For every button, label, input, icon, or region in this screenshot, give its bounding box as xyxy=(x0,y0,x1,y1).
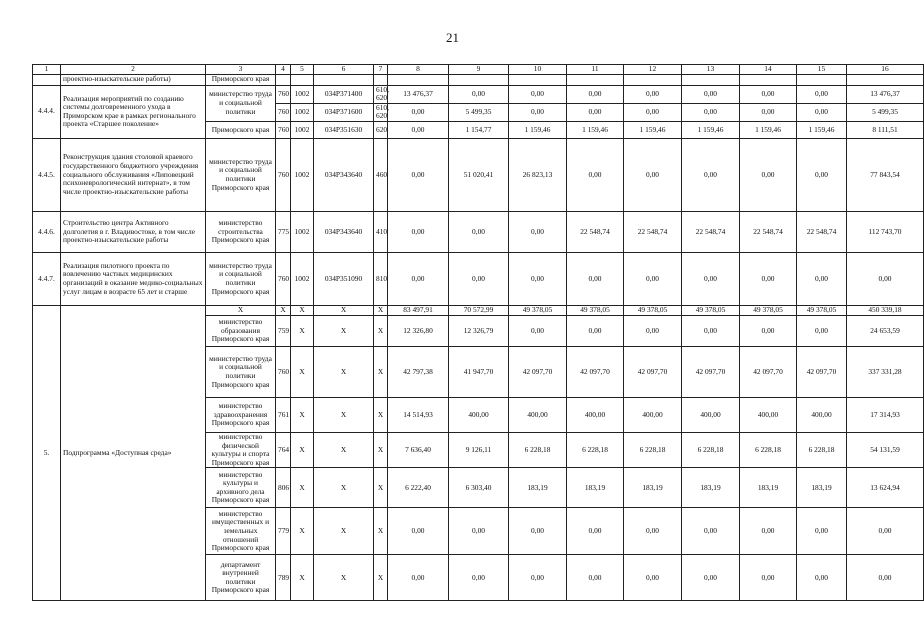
value-cell: 0,00 xyxy=(388,555,449,601)
value-cell: 0,00 xyxy=(847,508,924,555)
row-name: Реализация мероприятий по созданию системы долговременного ухода в Приморском крае в рамках регионального проекта «Старшее поколение» xyxy=(61,85,206,138)
value-cell: 22 548,74 xyxy=(797,211,847,252)
value-cell: 1 159,46 xyxy=(509,121,567,138)
value-cell: 400,00 xyxy=(797,397,847,432)
row-code: 4.4.6. xyxy=(33,211,61,252)
value-cell: Х xyxy=(291,305,314,315)
value-cell: Х xyxy=(314,555,374,601)
value-cell: 6 228,18 xyxy=(682,432,740,467)
value-cell: 034Р343640 xyxy=(314,211,374,252)
value-cell: 759 xyxy=(276,315,291,346)
value-cell: 5 499,35 xyxy=(449,103,509,121)
row-name: Строительство центра Активного долголетия в г. Владивостоке, в том числе проектно-изыскательские работы xyxy=(61,211,206,252)
value-cell: 1002 xyxy=(291,211,314,252)
table-row xyxy=(33,138,924,211)
value-cell: 0,00 xyxy=(567,315,624,346)
value-cell: 400,00 xyxy=(682,397,740,432)
value-cell: 51 020,41 xyxy=(449,138,509,211)
value-cell: 70 572,99 xyxy=(449,305,509,315)
table-row xyxy=(33,74,924,85)
value-cell: 764 xyxy=(276,432,291,467)
value-cell: 0,00 xyxy=(567,85,624,103)
value-cell: 6 228,18 xyxy=(740,432,797,467)
value-cell: 760 xyxy=(276,138,291,211)
table-row xyxy=(33,211,924,252)
column-header: 15 xyxy=(797,65,847,75)
value-cell: Х xyxy=(291,508,314,555)
value-cell: 0,00 xyxy=(682,508,740,555)
value-cell: 0,00 xyxy=(624,103,682,121)
value-cell: 49 378,05 xyxy=(509,305,567,315)
value-cell: 0,00 xyxy=(740,555,797,601)
value-cell: 6 228,18 xyxy=(509,432,567,467)
column-header: 9 xyxy=(449,65,509,75)
value-cell: 183,19 xyxy=(740,468,797,508)
value-cell: 8 111,51 xyxy=(847,121,924,138)
value-cell: 1 159,46 xyxy=(624,121,682,138)
value-cell: Х xyxy=(291,315,314,346)
value-cell: 1002 xyxy=(291,103,314,121)
value-cell: 0,00 xyxy=(624,315,682,346)
value-cell: 49 378,05 xyxy=(797,305,847,315)
value-cell: 13 476,37 xyxy=(388,85,449,103)
value-cell: 1 159,46 xyxy=(682,121,740,138)
value-cell: 183,19 xyxy=(509,468,567,508)
value-cell xyxy=(388,74,449,85)
row-name: Реализация пилотного проекта по вовлечению частных медицинских организаций в оказание медико-социальных услуг лицам в возрасте 65 лет и старше xyxy=(61,252,206,305)
value-cell xyxy=(314,74,374,85)
value-cell: 6 303,40 xyxy=(449,468,509,508)
value-cell: 42 097,70 xyxy=(682,346,740,397)
value-cell: 0,00 xyxy=(509,85,567,103)
value-cell: Х xyxy=(314,305,374,315)
value-cell: 0,00 xyxy=(682,315,740,346)
value-cell: 0,00 xyxy=(567,508,624,555)
value-cell: 0,00 xyxy=(847,252,924,305)
value-cell: 0,00 xyxy=(847,555,924,601)
value-cell: 0,00 xyxy=(797,555,847,601)
value-cell: Х xyxy=(374,305,388,315)
value-cell: 1002 xyxy=(291,121,314,138)
value-cell: 0,00 xyxy=(449,252,509,305)
value-cell: 1 159,46 xyxy=(797,121,847,138)
value-cell: 0,00 xyxy=(567,138,624,211)
value-cell: 17 314,93 xyxy=(847,397,924,432)
value-cell: 0,00 xyxy=(509,103,567,121)
value-cell: 0,00 xyxy=(449,85,509,103)
page-number: 21 xyxy=(446,30,459,45)
value-cell: 0,00 xyxy=(624,252,682,305)
row-agency: министерство имущественных и земельных отношений Приморского края xyxy=(206,508,276,555)
value-cell: 789 xyxy=(276,555,291,601)
value-cell: 42 097,70 xyxy=(567,346,624,397)
value-cell: 0,00 xyxy=(797,138,847,211)
value-cell: 760 xyxy=(276,103,291,121)
value-cell: 12 326,80 xyxy=(388,315,449,346)
value-cell: 450 339,18 xyxy=(847,305,924,315)
value-cell: 0,00 xyxy=(509,508,567,555)
value-cell: 1 154,77 xyxy=(449,121,509,138)
value-cell: 760 xyxy=(276,121,291,138)
value-cell: Х xyxy=(291,468,314,508)
value-cell: Х xyxy=(276,305,291,315)
row-agency: министерство физической культуры и спорта Приморского края xyxy=(206,432,276,467)
value-cell: 0,00 xyxy=(740,103,797,121)
value-cell: 6 222,40 xyxy=(388,468,449,508)
value-cell: 760 xyxy=(276,346,291,397)
value-cell: 0,00 xyxy=(740,508,797,555)
row-code: 4.4.4. xyxy=(33,85,61,138)
row-agency: министерство культуры и архивного дела Приморского края xyxy=(206,468,276,508)
row-code: 4.4.5. xyxy=(33,138,61,211)
value-cell: Х xyxy=(374,315,388,346)
value-cell: 610, 620 xyxy=(374,103,388,121)
value-cell: 6 228,18 xyxy=(624,432,682,467)
value-cell: 49 378,05 xyxy=(682,305,740,315)
row-agency: министерство труда и социальной политики xyxy=(206,85,276,121)
value-cell: 13 476,37 xyxy=(847,85,924,103)
value-cell: 22 548,74 xyxy=(567,211,624,252)
value-cell: 22 548,74 xyxy=(682,211,740,252)
value-cell: 034Р343640 xyxy=(314,138,374,211)
value-cell: 9 126,11 xyxy=(449,432,509,467)
value-cell xyxy=(509,74,567,85)
row-code: 4.4.7. xyxy=(33,252,61,305)
value-cell: 0,00 xyxy=(740,315,797,346)
value-cell xyxy=(567,74,624,85)
column-header: 10 xyxy=(509,65,567,75)
value-cell: 0,00 xyxy=(682,103,740,121)
value-cell: 0,00 xyxy=(797,315,847,346)
value-cell: Х xyxy=(314,468,374,508)
row-agency: министерство труда и социальной политики Приморского края xyxy=(206,138,276,211)
value-cell: 0,00 xyxy=(388,121,449,138)
value-cell xyxy=(276,74,291,85)
value-cell: 1 159,46 xyxy=(567,121,624,138)
column-header: 7 xyxy=(374,65,388,75)
value-cell: Х xyxy=(374,555,388,601)
table-row xyxy=(33,252,924,305)
value-cell: 0,00 xyxy=(567,555,624,601)
value-cell: Х xyxy=(374,508,388,555)
value-cell: Х xyxy=(374,397,388,432)
value-cell: 26 823,13 xyxy=(509,138,567,211)
value-cell: Х xyxy=(374,432,388,467)
value-cell: 0,00 xyxy=(509,315,567,346)
value-cell: 0,00 xyxy=(797,85,847,103)
value-cell: 54 131,59 xyxy=(847,432,924,467)
column-header: 11 xyxy=(567,65,624,75)
value-cell: 0,00 xyxy=(388,211,449,252)
value-cell: 24 653,59 xyxy=(847,315,924,346)
row-agency: министерство образования Приморского края xyxy=(206,315,276,346)
value-cell: 410 xyxy=(374,211,388,252)
value-cell: 806 xyxy=(276,468,291,508)
value-cell: 13 624,94 xyxy=(847,468,924,508)
column-header: 13 xyxy=(682,65,740,75)
column-header: 1 xyxy=(33,65,61,75)
value-cell xyxy=(797,74,847,85)
subprogram-code: 5. xyxy=(33,305,61,600)
row-agency: Приморского края xyxy=(206,121,276,138)
column-header: 8 xyxy=(388,65,449,75)
value-cell: Х xyxy=(291,555,314,601)
row-agency: Х xyxy=(206,305,276,315)
value-cell: 0,00 xyxy=(388,138,449,211)
value-cell xyxy=(374,74,388,85)
value-cell: 0,00 xyxy=(797,103,847,121)
value-cell: 0,00 xyxy=(388,252,449,305)
value-cell: 83 497,91 xyxy=(388,305,449,315)
subprogram-name: Подпрограмма «Доступная среда» xyxy=(61,305,206,600)
value-cell: 42 097,70 xyxy=(624,346,682,397)
value-cell: 034Р351630 xyxy=(314,121,374,138)
value-cell: 761 xyxy=(276,397,291,432)
value-cell: 400,00 xyxy=(509,397,567,432)
column-header: 14 xyxy=(740,65,797,75)
value-cell: 0,00 xyxy=(509,211,567,252)
value-cell: 034Р371600 xyxy=(314,103,374,121)
value-cell: 0,00 xyxy=(797,252,847,305)
value-cell: 0,00 xyxy=(682,138,740,211)
value-cell: Х xyxy=(314,508,374,555)
value-cell: 183,19 xyxy=(797,468,847,508)
column-header: 2 xyxy=(61,65,206,75)
column-header: 5 xyxy=(291,65,314,75)
column-header: 3 xyxy=(206,65,276,75)
value-cell xyxy=(847,74,924,85)
value-cell: Х xyxy=(314,397,374,432)
value-cell: 400,00 xyxy=(567,397,624,432)
value-cell: 0,00 xyxy=(624,508,682,555)
value-cell: 0,00 xyxy=(797,508,847,555)
value-cell: 0,00 xyxy=(449,555,509,601)
value-cell xyxy=(740,74,797,85)
value-cell: 400,00 xyxy=(624,397,682,432)
row-name: проектно-изыскательские работы) xyxy=(61,74,206,85)
column-header: 4 xyxy=(276,65,291,75)
value-cell: 760 xyxy=(276,252,291,305)
value-cell: 0,00 xyxy=(624,85,682,103)
value-cell: 400,00 xyxy=(740,397,797,432)
value-cell: 0,00 xyxy=(682,252,740,305)
value-cell: 0,00 xyxy=(567,252,624,305)
value-cell: 0,00 xyxy=(740,138,797,211)
value-cell: 7 636,40 xyxy=(388,432,449,467)
row-agency: департамент внутренней политики Приморского края xyxy=(206,555,276,601)
value-cell: 400,00 xyxy=(449,397,509,432)
value-cell: 034Р371400 xyxy=(314,85,374,103)
value-cell: 183,19 xyxy=(682,468,740,508)
value-cell: 034Р351090 xyxy=(314,252,374,305)
budget-table xyxy=(32,64,924,601)
value-cell: 14 514,93 xyxy=(388,397,449,432)
row-agency: министерство строительства Приморского края xyxy=(206,211,276,252)
value-cell: 620 xyxy=(374,121,388,138)
row-agency: министерство здравоохранения Приморского края xyxy=(206,397,276,432)
value-cell: 0,00 xyxy=(509,252,567,305)
value-cell: 779 xyxy=(276,508,291,555)
column-header: 12 xyxy=(624,65,682,75)
value-cell: 112 743,70 xyxy=(847,211,924,252)
value-cell: 0,00 xyxy=(740,85,797,103)
value-cell: 0,00 xyxy=(449,508,509,555)
value-cell: 0,00 xyxy=(388,103,449,121)
value-cell: 0,00 xyxy=(567,103,624,121)
value-cell xyxy=(291,74,314,85)
value-cell: 1 159,46 xyxy=(740,121,797,138)
value-cell: Х xyxy=(314,432,374,467)
subprogram-total-row xyxy=(33,305,924,315)
row-agency: Приморского края xyxy=(206,74,276,85)
value-cell xyxy=(682,74,740,85)
value-cell: 49 378,05 xyxy=(624,305,682,315)
header-row xyxy=(33,65,924,75)
value-cell: Х xyxy=(314,315,374,346)
value-cell: 760 xyxy=(276,85,291,103)
value-cell: 0,00 xyxy=(449,211,509,252)
row-name: Реконструкция здания столовой краевого государственного бюджетного учреждения социального обслуживания «Липовецкий психоневрологический интернат», в том числе проектно-изыскательские работы xyxy=(61,138,206,211)
value-cell: 22 548,74 xyxy=(740,211,797,252)
value-cell: 77 843,54 xyxy=(847,138,924,211)
value-cell: Х xyxy=(291,397,314,432)
value-cell: 42 797,38 xyxy=(388,346,449,397)
value-cell: 1002 xyxy=(291,85,314,103)
value-cell: 183,19 xyxy=(567,468,624,508)
row-agency: министерство труда и социальной политики Приморского края xyxy=(206,346,276,397)
value-cell: Х xyxy=(291,432,314,467)
value-cell: 42 097,70 xyxy=(509,346,567,397)
column-header: 6 xyxy=(314,65,374,75)
value-cell xyxy=(624,74,682,85)
value-cell: 0,00 xyxy=(682,555,740,601)
value-cell: 775 xyxy=(276,211,291,252)
value-cell: 0,00 xyxy=(509,555,567,601)
value-cell: 1002 xyxy=(291,138,314,211)
value-cell: 6 228,18 xyxy=(567,432,624,467)
value-cell: Х xyxy=(374,346,388,397)
value-cell: Х xyxy=(314,346,374,397)
value-cell: 12 326,79 xyxy=(449,315,509,346)
value-cell: 183,19 xyxy=(624,468,682,508)
row-agency: министерство труда и социальной политики Приморского края xyxy=(206,252,276,305)
value-cell: 42 097,70 xyxy=(797,346,847,397)
value-cell: 49 378,05 xyxy=(567,305,624,315)
value-cell: 460 xyxy=(374,138,388,211)
value-cell: 5 499,35 xyxy=(847,103,924,121)
value-cell xyxy=(449,74,509,85)
value-cell: 22 548,74 xyxy=(624,211,682,252)
value-cell: 6 228,18 xyxy=(797,432,847,467)
value-cell: 337 331,28 xyxy=(847,346,924,397)
value-cell: 41 947,70 xyxy=(449,346,509,397)
value-cell: 0,00 xyxy=(624,555,682,601)
row-code xyxy=(33,74,61,85)
value-cell: 810 xyxy=(374,252,388,305)
value-cell: 0,00 xyxy=(624,138,682,211)
value-cell: 0,00 xyxy=(740,252,797,305)
value-cell: 49 378,05 xyxy=(740,305,797,315)
value-cell: 0,00 xyxy=(682,85,740,103)
value-cell: 42 097,70 xyxy=(740,346,797,397)
value-cell: 1002 xyxy=(291,252,314,305)
value-cell: Х xyxy=(374,468,388,508)
value-cell: 0,00 xyxy=(388,508,449,555)
column-header: 16 xyxy=(847,65,924,75)
value-cell: Х xyxy=(291,346,314,397)
table-row xyxy=(33,85,924,103)
value-cell: 610, 620 xyxy=(374,85,388,103)
